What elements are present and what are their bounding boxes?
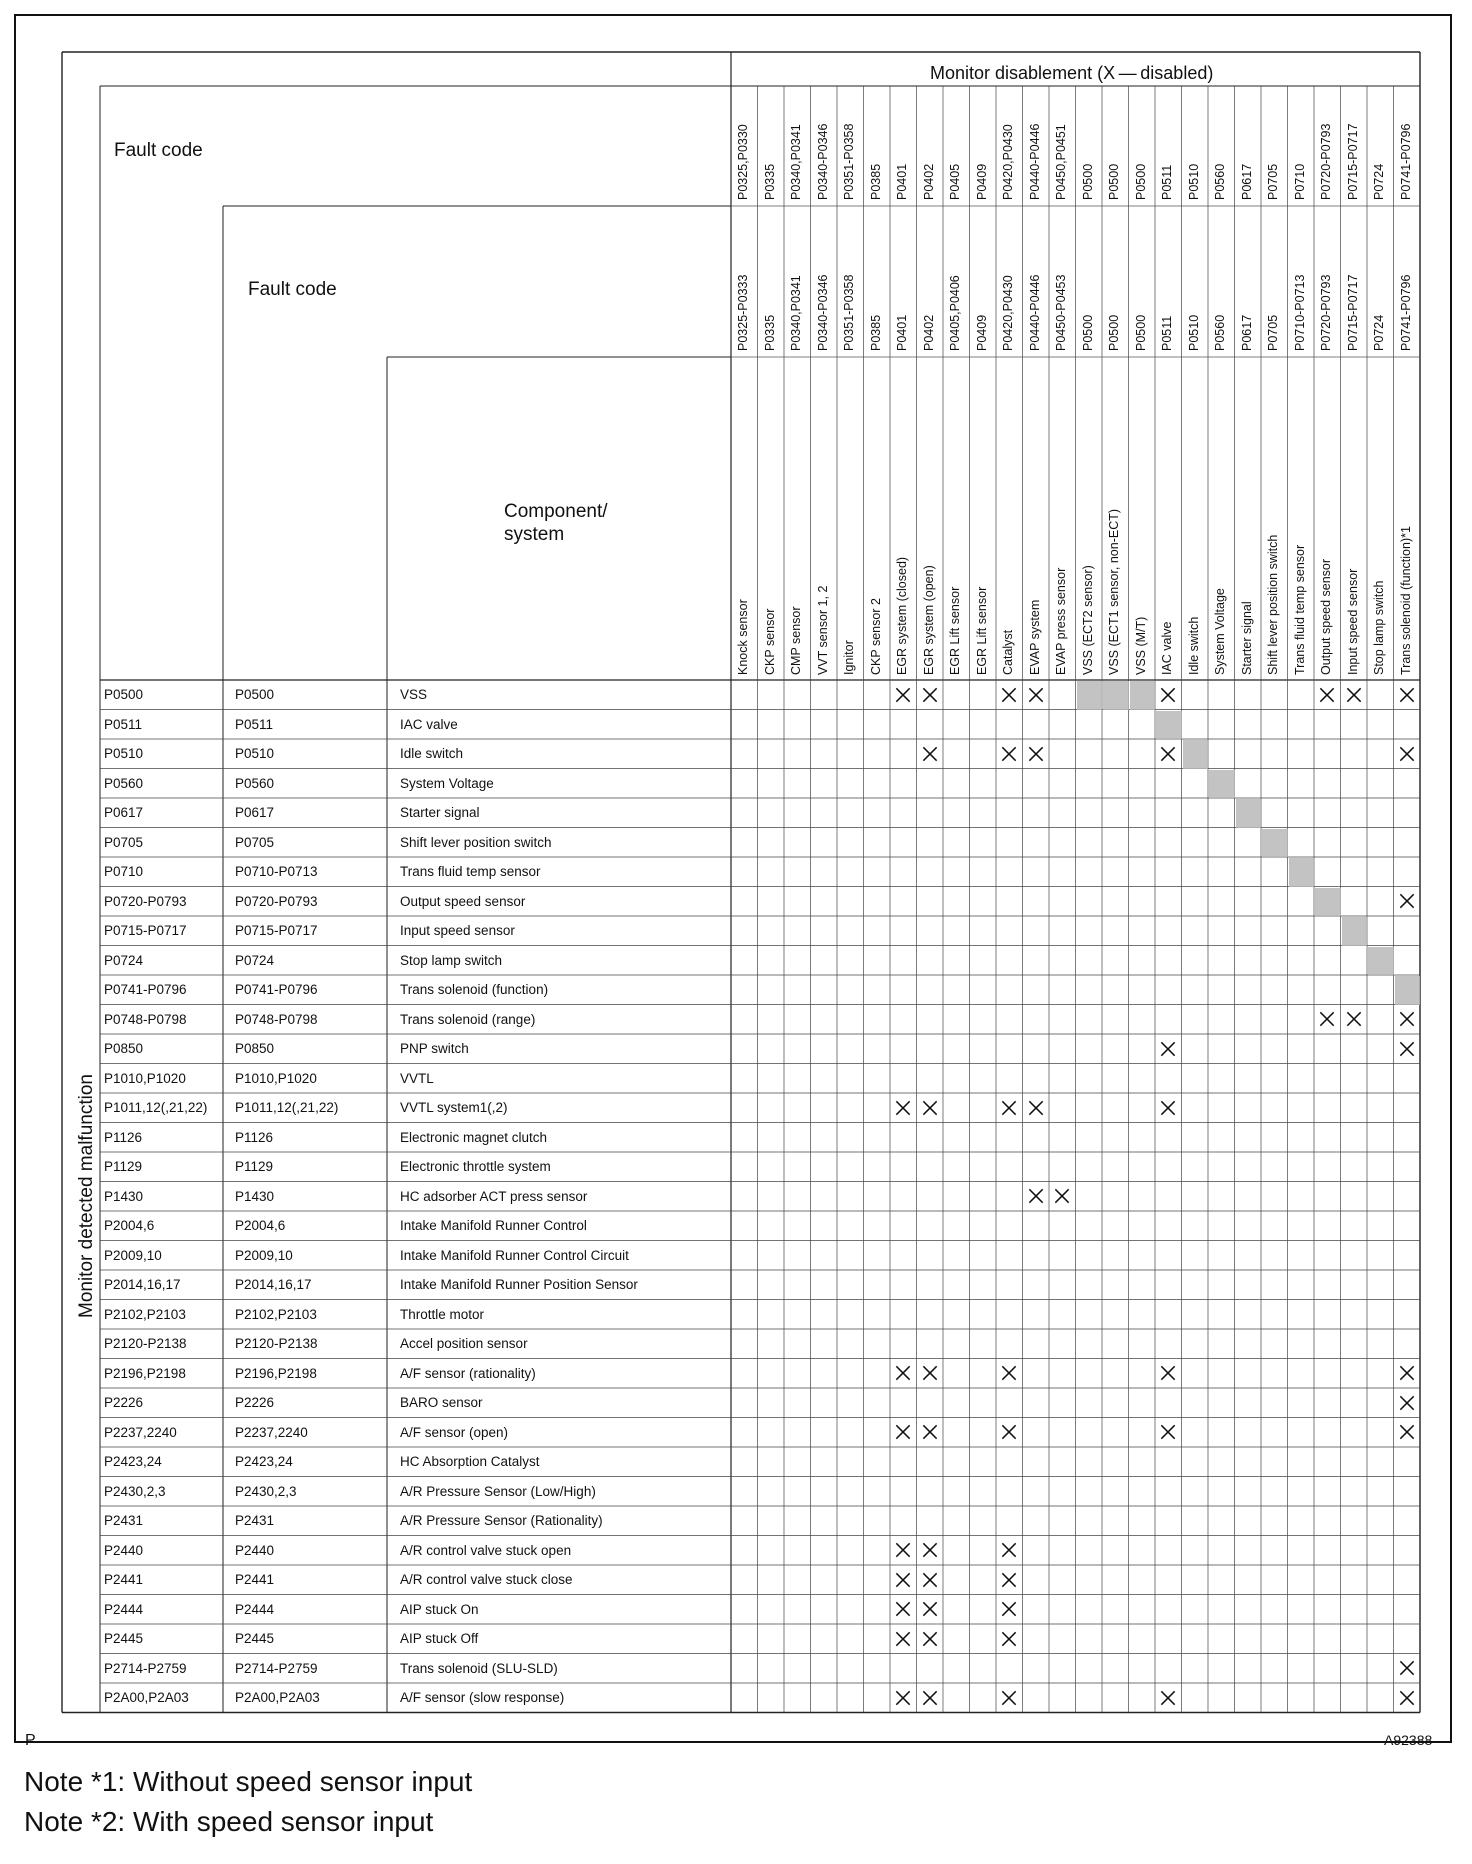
row-component-name: A/F sensor (rationality) bbox=[400, 1365, 536, 1381]
column-fault-code-top: P0500 bbox=[1080, 163, 1095, 200]
disabled-x-mark bbox=[1397, 1658, 1417, 1678]
disabled-x-mark bbox=[920, 1098, 940, 1118]
row-component-name: A/R Pressure Sensor (Rationality) bbox=[400, 1513, 603, 1528]
disabled-x-mark bbox=[1026, 744, 1046, 764]
column-fault-code-second: P0510 bbox=[1186, 314, 1201, 351]
row-component-name: Intake Manifold Runner Control Circuit bbox=[400, 1247, 629, 1263]
column-fault-code-second: P0351-P0358 bbox=[842, 274, 857, 351]
column-fault-code-second: P0450-P0453 bbox=[1054, 274, 1069, 351]
column-component-name: CKP sensor 2 bbox=[868, 598, 883, 675]
disabled-x-mark bbox=[1158, 685, 1178, 705]
disabled-x-mark bbox=[893, 685, 913, 705]
row-component-name: AIP stuck Off bbox=[400, 1631, 479, 1646]
row-fault-code-detail: P0741-P0796 bbox=[235, 982, 318, 997]
row-component-name: Input speed sensor bbox=[400, 923, 515, 938]
disabled-x-mark bbox=[1158, 1098, 1178, 1118]
disabled-x-mark bbox=[1158, 1688, 1178, 1708]
row-fault-code: P2431 bbox=[104, 1513, 144, 1528]
column-fault-code-second: P0409 bbox=[974, 314, 989, 351]
column-component-name: CKP sensor bbox=[762, 608, 777, 675]
footer-left-mark: P bbox=[25, 1732, 36, 1749]
row-fault-code-detail: P0748-P0798 bbox=[235, 1011, 318, 1027]
disabled-x-mark bbox=[1397, 1363, 1417, 1383]
disabled-x-mark bbox=[999, 744, 1019, 764]
column-fault-code-second: P0500 bbox=[1080, 314, 1095, 351]
column-component-name: Ignitor bbox=[842, 640, 857, 675]
column-component-name: Stop lamp switch bbox=[1372, 580, 1387, 675]
diagonal-shaded-cell bbox=[1077, 681, 1103, 710]
column-component-name: Output speed sensor bbox=[1319, 558, 1334, 675]
row-component-name: VSS bbox=[400, 687, 428, 702]
row-component-name: HC Absorption Catalyst bbox=[400, 1454, 540, 1469]
row-component-name: Trans fluid temp sensor bbox=[400, 864, 541, 879]
note-1: Note *1: Without speed sensor input bbox=[24, 1766, 473, 1797]
row-fault-code: P2444 bbox=[104, 1601, 144, 1617]
disabled-x-mark bbox=[1158, 744, 1178, 764]
row-fault-code-detail: P0710-P0713 bbox=[235, 864, 318, 879]
column-fault-code-top: P0724 bbox=[1372, 163, 1387, 200]
row-fault-code-detail: P1129 bbox=[235, 1159, 274, 1174]
disabled-x-mark bbox=[1397, 1009, 1417, 1029]
row-fault-code: P0748-P0798 bbox=[104, 1011, 187, 1027]
column-component-name: VSS (ECT1 sensor, non-ECT) bbox=[1107, 508, 1122, 675]
diagonal-shaded-cell bbox=[1236, 799, 1262, 828]
column-fault-code-top: P0720-P0793 bbox=[1319, 123, 1334, 200]
disabled-x-mark bbox=[1397, 744, 1417, 764]
row-component-name: Output speed sensor bbox=[400, 893, 526, 909]
column-fault-code-second: P0724 bbox=[1372, 314, 1387, 351]
fault-code-label-top: Fault code bbox=[114, 140, 203, 161]
monitor-disablement-title: Monitor disablement (X — disabled) bbox=[930, 63, 1214, 83]
column-fault-code-second: P0420,P0430 bbox=[1001, 275, 1016, 351]
column-fault-code-second: P0500 bbox=[1133, 314, 1148, 351]
row-fault-code: P2445 bbox=[104, 1631, 144, 1646]
row-fault-code: P2714-P2759 bbox=[104, 1660, 187, 1676]
row-component-name: Electronic magnet clutch bbox=[400, 1129, 548, 1145]
row-fault-code-detail: P0850 bbox=[235, 1041, 275, 1056]
column-component-name: Idle switch bbox=[1186, 616, 1201, 675]
row-fault-code-detail: P0705 bbox=[235, 834, 275, 850]
row-fault-code: P2441 bbox=[104, 1572, 144, 1587]
disabled-x-mark bbox=[1344, 685, 1364, 705]
disabled-x-mark bbox=[1344, 1009, 1364, 1029]
column-component-name: EGR Lift sensor bbox=[974, 586, 989, 675]
column-component-name: Starter signal bbox=[1239, 601, 1254, 675]
row-fault-code: P2014,16,17 bbox=[104, 1277, 181, 1292]
row-fault-code: P0510 bbox=[104, 746, 144, 761]
row-component-name: System Voltage bbox=[400, 775, 494, 791]
disabled-x-mark bbox=[1026, 685, 1046, 705]
disabled-x-mark bbox=[1026, 1186, 1046, 1206]
column-fault-code-top: P0351-P0358 bbox=[842, 123, 857, 200]
row-fault-code-detail: P2441 bbox=[235, 1572, 275, 1587]
column-fault-code-top: P0450,P0451 bbox=[1054, 124, 1069, 200]
disabled-x-mark bbox=[920, 1599, 940, 1619]
disabled-x-mark bbox=[893, 1422, 913, 1442]
disabled-x-mark bbox=[920, 1629, 940, 1649]
column-fault-code-top: P0705 bbox=[1266, 163, 1281, 200]
column-fault-code-top: P0325,P0330 bbox=[736, 124, 751, 200]
disabled-x-mark bbox=[920, 1422, 940, 1442]
disabled-x-mark bbox=[920, 1363, 940, 1383]
column-fault-code-second: P0335 bbox=[762, 314, 777, 351]
column-component-name: EVAP press sensor bbox=[1054, 567, 1069, 675]
row-fault-code-detail: P0500 bbox=[235, 687, 275, 702]
column-component-name: VSS (ECT2 sensor) bbox=[1080, 565, 1095, 675]
row-fault-code-detail: P0715-P0717 bbox=[235, 923, 318, 938]
diagonal-shaded-cell bbox=[1368, 947, 1394, 976]
row-component-name: HC adsorber ACT press sensor bbox=[400, 1188, 588, 1204]
row-fault-code: P2423,24 bbox=[104, 1454, 162, 1469]
column-fault-code-top: P0715-P0717 bbox=[1345, 123, 1360, 200]
row-fault-code-detail: P2009,10 bbox=[235, 1247, 293, 1263]
disabled-x-mark bbox=[920, 685, 940, 705]
column-fault-code-second: P0385 bbox=[868, 314, 883, 351]
row-fault-code-detail: P2102,P2103 bbox=[235, 1306, 317, 1322]
column-fault-code-top: P0420,P0430 bbox=[1001, 124, 1016, 200]
column-fault-code-second: P0325-P0333 bbox=[736, 274, 751, 351]
row-fault-code-detail: P1011,12(,21,22) bbox=[235, 1100, 339, 1115]
fault-code-label-second: Fault code bbox=[248, 279, 337, 300]
row-fault-code-detail: P2004,6 bbox=[235, 1218, 286, 1233]
disabled-x-mark bbox=[893, 1098, 913, 1118]
disabled-x-mark bbox=[920, 1540, 940, 1560]
row-fault-code-detail: P0720-P0793 bbox=[235, 893, 318, 909]
column-fault-code-top: P0741-P0796 bbox=[1398, 123, 1413, 200]
row-fault-code: P0741-P0796 bbox=[104, 982, 187, 997]
column-fault-code-second: P0511 bbox=[1160, 315, 1175, 351]
column-component-name: EVAP system bbox=[1027, 599, 1042, 675]
row-fault-code-detail: P2A00,P2A03 bbox=[235, 1690, 320, 1705]
diagonal-shaded-cell bbox=[1103, 681, 1129, 710]
column-component-name: Trans fluid temp sensor bbox=[1292, 544, 1307, 675]
row-fault-code: P1010,P1020 bbox=[104, 1070, 186, 1086]
disabled-x-mark bbox=[893, 1688, 913, 1708]
row-fault-code-detail: P2423,24 bbox=[235, 1454, 293, 1469]
disabled-x-mark bbox=[893, 1363, 913, 1383]
row-fault-code: P0715-P0717 bbox=[104, 923, 187, 938]
row-component-name: Intake Manifold Runner Control bbox=[400, 1218, 587, 1233]
row-fault-code-detail: P2431 bbox=[235, 1513, 275, 1528]
diagonal-shaded-cell bbox=[1156, 711, 1182, 740]
column-component-name: Knock sensor bbox=[736, 599, 751, 675]
column-component-name: Catalyst bbox=[1001, 629, 1016, 675]
column-fault-code-second: P0340,P0341 bbox=[789, 275, 804, 351]
row-component-name: AIP stuck On bbox=[400, 1601, 479, 1617]
column-fault-code-top: P0510 bbox=[1186, 163, 1201, 200]
row-fault-code-detail: P0724 bbox=[235, 952, 275, 968]
row-fault-code: P2120-P2138 bbox=[104, 1336, 187, 1351]
disabled-x-mark bbox=[999, 1540, 1019, 1560]
column-fault-code-second: P0500 bbox=[1107, 314, 1122, 351]
column-component-name: EGR Lift sensor bbox=[948, 586, 963, 675]
column-fault-code-second: P0715-P0717 bbox=[1345, 274, 1360, 351]
column-component-name: VVT sensor 1, 2 bbox=[815, 585, 830, 675]
disabled-x-mark bbox=[999, 1422, 1019, 1442]
row-fault-code: P2237,2240 bbox=[104, 1424, 177, 1440]
disabled-x-mark bbox=[1158, 1363, 1178, 1383]
row-fault-code-detail: P2444 bbox=[235, 1601, 275, 1617]
row-component-name: Idle switch bbox=[400, 746, 464, 761]
row-fault-code-detail: P2226 bbox=[235, 1395, 275, 1410]
row-fault-code-detail: P1010,P1020 bbox=[235, 1070, 317, 1086]
disabled-x-mark bbox=[1317, 685, 1337, 705]
column-fault-code-top: P0340,P0341 bbox=[789, 124, 804, 200]
column-component-name: Trans solenoid (function)*1 bbox=[1398, 526, 1413, 675]
row-component-name: IAC valve bbox=[400, 716, 458, 732]
column-fault-code-second: P0560 bbox=[1213, 314, 1228, 351]
column-fault-code-top: P0405 bbox=[948, 163, 963, 200]
row-component-name: BARO sensor bbox=[400, 1395, 483, 1410]
column-fault-code-top: P0440-P0446 bbox=[1027, 123, 1042, 200]
disabled-x-mark bbox=[1158, 1039, 1178, 1059]
row-fault-code: P0560 bbox=[104, 775, 144, 791]
row-component-name: Trans solenoid (SLU-SLD) bbox=[400, 1660, 558, 1676]
monitor-detected-malfunction-label: Monitor detected malfunction bbox=[76, 1074, 97, 1319]
disabled-x-mark bbox=[1158, 1422, 1178, 1442]
column-component-name: EGR system (open) bbox=[921, 565, 936, 675]
row-component-name: Intake Manifold Runner Position Sensor bbox=[400, 1277, 638, 1292]
disabled-x-mark bbox=[920, 744, 940, 764]
row-fault-code: P1129 bbox=[104, 1159, 143, 1174]
column-fault-code-second: P0340-P0346 bbox=[815, 274, 830, 351]
column-fault-code-second: P0617 bbox=[1239, 314, 1254, 351]
column-fault-code-second: P0401 bbox=[895, 314, 910, 351]
column-fault-code-top: P0511 bbox=[1160, 164, 1175, 200]
row-fault-code: P2009,10 bbox=[104, 1247, 162, 1263]
row-fault-code: P0710 bbox=[104, 864, 144, 879]
disabled-x-mark bbox=[1026, 1098, 1046, 1118]
row-fault-code: P0724 bbox=[104, 952, 144, 968]
row-fault-code: P2440 bbox=[104, 1542, 144, 1558]
column-fault-code-second: P0440-P0446 bbox=[1027, 274, 1042, 351]
disabled-x-mark bbox=[1397, 1422, 1417, 1442]
column-fault-code-top: P0617 bbox=[1239, 163, 1254, 200]
note-2: Note *2: With speed sensor input bbox=[24, 1806, 434, 1837]
disabled-x-mark bbox=[999, 685, 1019, 705]
row-fault-code-detail: P2120-P2138 bbox=[235, 1336, 318, 1351]
disabled-x-mark bbox=[1052, 1186, 1072, 1206]
diagonal-shaded-cell bbox=[1315, 888, 1341, 917]
column-fault-code-top: P0385 bbox=[868, 163, 883, 200]
row-component-name: Stop lamp switch bbox=[400, 952, 503, 968]
row-component-name: VVTL bbox=[400, 1070, 434, 1086]
row-fault-code-detail: P2714-P2759 bbox=[235, 1660, 318, 1676]
row-fault-code: P1430 bbox=[104, 1188, 144, 1204]
disabled-x-mark bbox=[1397, 1688, 1417, 1708]
disabled-x-mark bbox=[920, 1688, 940, 1708]
row-component-name: Accel position sensor bbox=[400, 1336, 528, 1351]
row-component-name: Trans solenoid (range) bbox=[400, 1011, 536, 1027]
disabled-x-mark bbox=[893, 1599, 913, 1619]
row-fault-code: P2430,2,3 bbox=[104, 1483, 166, 1499]
figure-id: A92388 bbox=[1384, 1732, 1433, 1748]
row-component-name: Shift lever position switch bbox=[400, 834, 552, 850]
row-fault-code-detail: P0510 bbox=[235, 746, 275, 761]
column-component-name: Input speed sensor bbox=[1345, 568, 1360, 675]
row-fault-code-detail: P0617 bbox=[235, 805, 275, 820]
row-fault-code: P0617 bbox=[104, 805, 144, 820]
diagonal-shaded-cell bbox=[1395, 976, 1421, 1005]
column-fault-code-second: P0741-P0796 bbox=[1398, 274, 1413, 351]
row-fault-code: P0850 bbox=[104, 1041, 144, 1056]
row-fault-code-detail: P1126 bbox=[235, 1129, 274, 1145]
row-fault-code: P0705 bbox=[104, 834, 144, 850]
column-fault-code-top: P0500 bbox=[1133, 163, 1148, 200]
row-component-name: VVTL system1(,2) bbox=[400, 1100, 508, 1115]
disabled-x-mark bbox=[1397, 891, 1417, 911]
disabled-x-mark bbox=[999, 1629, 1019, 1649]
row-fault-code-detail: P2196,P2198 bbox=[235, 1365, 317, 1381]
column-fault-code-top: P0710 bbox=[1292, 163, 1307, 200]
disabled-x-mark bbox=[1397, 1039, 1417, 1059]
column-fault-code-second: P0720-P0793 bbox=[1319, 274, 1334, 351]
column-fault-code-top: P0401 bbox=[895, 163, 910, 200]
column-fault-code-top: P0500 bbox=[1107, 163, 1122, 200]
disabled-x-mark bbox=[999, 1688, 1019, 1708]
row-component-name: PNP switch bbox=[400, 1041, 469, 1056]
row-fault-code-detail: P0511 bbox=[235, 716, 274, 732]
row-fault-code: P2004,6 bbox=[104, 1218, 155, 1233]
row-fault-code-detail: P2237,2240 bbox=[235, 1424, 308, 1440]
disabled-x-mark bbox=[920, 1570, 940, 1590]
diagonal-shaded-cell bbox=[1262, 829, 1288, 858]
row-component-name: Trans solenoid (function) bbox=[400, 982, 549, 997]
column-fault-code-top: P0409 bbox=[974, 163, 989, 200]
disabled-x-mark bbox=[893, 1629, 913, 1649]
column-component-name: EGR system (closed) bbox=[895, 556, 910, 675]
column-fault-code-top: P0402 bbox=[921, 163, 936, 200]
row-fault-code: P2102,P2103 bbox=[104, 1306, 186, 1322]
disabled-x-mark bbox=[1317, 1009, 1337, 1029]
column-component-name: Shift lever position switch bbox=[1266, 534, 1281, 675]
diagonal-shaded-cell bbox=[1209, 770, 1235, 799]
diagonal-shaded-cell bbox=[1342, 917, 1368, 946]
row-component-name: A/F sensor (slow response) bbox=[400, 1690, 565, 1705]
row-component-name: A/R control valve stuck close bbox=[400, 1572, 573, 1587]
column-fault-code-second: P0402 bbox=[921, 314, 936, 351]
row-fault-code-detail: P2014,16,17 bbox=[235, 1277, 312, 1292]
row-fault-code: P2226 bbox=[104, 1395, 144, 1410]
row-fault-code: P2A00,P2A03 bbox=[104, 1690, 189, 1705]
row-fault-code: P0500 bbox=[104, 687, 144, 702]
column-fault-code-second: P0710-P0713 bbox=[1292, 274, 1307, 351]
row-component-name: A/F sensor (open) bbox=[400, 1424, 509, 1440]
disabled-x-mark bbox=[999, 1363, 1019, 1383]
row-fault-code-detail: P0560 bbox=[235, 775, 275, 791]
disabled-x-mark bbox=[893, 1570, 913, 1590]
row-fault-code-detail: P2445 bbox=[235, 1631, 275, 1646]
component-system-label: Component/ system bbox=[504, 501, 608, 545]
row-component-name: Throttle motor bbox=[400, 1306, 485, 1322]
row-fault-code: P0720-P0793 bbox=[104, 893, 187, 909]
column-fault-code-second: P0405,P0406 bbox=[948, 275, 963, 351]
row-fault-code: P1126 bbox=[104, 1129, 143, 1145]
row-component-name: Electronic throttle system bbox=[400, 1159, 551, 1174]
diagonal-shaded-cell bbox=[1289, 858, 1315, 887]
row-fault-code-detail: P2440 bbox=[235, 1542, 275, 1558]
row-component-name: A/R Pressure Sensor (Low/High) bbox=[400, 1483, 596, 1499]
column-fault-code-top: P0560 bbox=[1213, 163, 1228, 200]
row-fault-code-detail: P2430,2,3 bbox=[235, 1483, 297, 1499]
column-component-name: IAC valve bbox=[1160, 621, 1175, 675]
disabled-x-mark bbox=[1397, 1393, 1417, 1413]
disabled-x-mark bbox=[999, 1599, 1019, 1619]
diagonal-shaded-cell bbox=[1183, 740, 1209, 769]
column-component-name: CMP sensor bbox=[789, 606, 804, 675]
row-fault-code-detail: P1430 bbox=[235, 1188, 275, 1204]
column-component-name: VSS (M/T) bbox=[1133, 616, 1148, 675]
disabled-x-mark bbox=[999, 1570, 1019, 1590]
row-fault-code: P0511 bbox=[104, 716, 143, 732]
diagonal-shaded-cell bbox=[1130, 681, 1156, 710]
column-fault-code-top: P0335 bbox=[762, 163, 777, 200]
disabled-x-mark bbox=[1397, 685, 1417, 705]
disabled-x-mark bbox=[999, 1098, 1019, 1118]
disabled-x-mark bbox=[893, 1540, 913, 1560]
column-fault-code-second: P0705 bbox=[1266, 314, 1281, 351]
row-component-name: Starter signal bbox=[400, 805, 480, 820]
row-component-name: A/R control valve stuck open bbox=[400, 1542, 572, 1558]
row-fault-code: P2196,P2198 bbox=[104, 1365, 186, 1381]
row-fault-code: P1011,12(,21,22) bbox=[104, 1100, 208, 1115]
column-component-name: System Voltage bbox=[1213, 588, 1228, 675]
column-fault-code-top: P0340-P0346 bbox=[815, 123, 830, 200]
